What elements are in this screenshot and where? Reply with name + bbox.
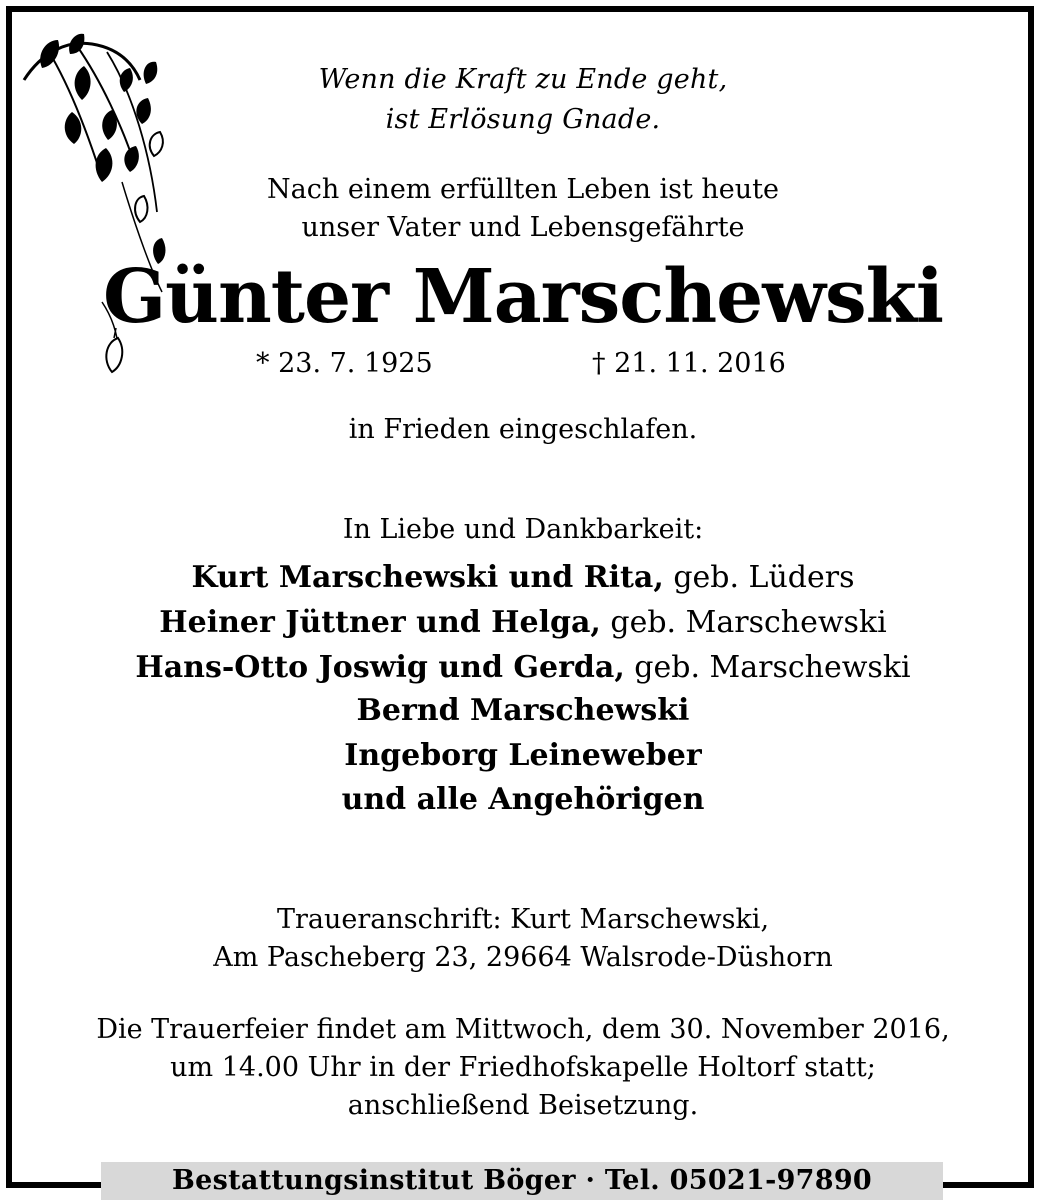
mourner-entry	[0, 650, 1046, 685]
mourner-name: Bernd Marschewski	[356, 693, 690, 728]
intro-line-2: unser Vater und Lebensgefährte	[301, 212, 745, 243]
ceremony-line-1: Die Trauerfeier findet am Mittwoch, dem 30. November 2016,	[96, 1014, 950, 1045]
mourner-name: Heiner Jüttner und Helga,	[159, 605, 601, 640]
mourner-suffix: geb. Lüders	[663, 560, 855, 595]
mourner-entry	[0, 693, 1046, 728]
mourner-suffix: geb. Marschewski	[624, 650, 911, 685]
mourner-name: Hans-Otto Joswig und Gerda,	[135, 650, 625, 685]
mourner-suffix: geb. Marschewski	[600, 605, 887, 640]
motto-line-1: Wenn die Kraft zu Ende geht,	[318, 64, 728, 95]
motto-line-2: ist Erlösung Gnade.	[385, 104, 661, 135]
birth-date: * 23. 7. 1925	[256, 348, 433, 379]
mourner-name: Kurt Marschewski und Rita,	[191, 560, 664, 595]
ceremony-line-3: anschließend Beisetzung.	[347, 1090, 699, 1121]
mourner-entry	[0, 738, 1046, 773]
death-date: † 21. 11. 2016	[592, 348, 786, 379]
funeral-home-footer: Bestattungsinstitut Böger · Tel. 05021-97890	[101, 1162, 943, 1200]
mourner-entry	[0, 560, 1046, 595]
mourner-entry	[0, 605, 1046, 640]
mourners-heading: In Liebe und Dankbarkeit:	[342, 514, 704, 545]
mourner-name: und alle Angehörigen	[341, 782, 705, 817]
address-line-1: Traueranschrift: Kurt Marschewski,	[276, 904, 770, 935]
ceremony-line-2: um 14.00 Uhr in der Friedhofskapelle Holtorf statt;	[170, 1052, 876, 1083]
deceased-name: Günter Marschewski	[102, 254, 943, 340]
closing-line: in Frieden eingeschlafen.	[348, 414, 698, 445]
mourner-name: Ingeborg Leineweber	[344, 738, 702, 773]
intro-line-1: Nach einem erfüllten Leben ist heute	[267, 174, 779, 205]
address-line-2: Am Pascheberg 23, 29664 Walsrode-Düshorn	[213, 942, 833, 973]
mourner-entry	[0, 782, 1046, 817]
